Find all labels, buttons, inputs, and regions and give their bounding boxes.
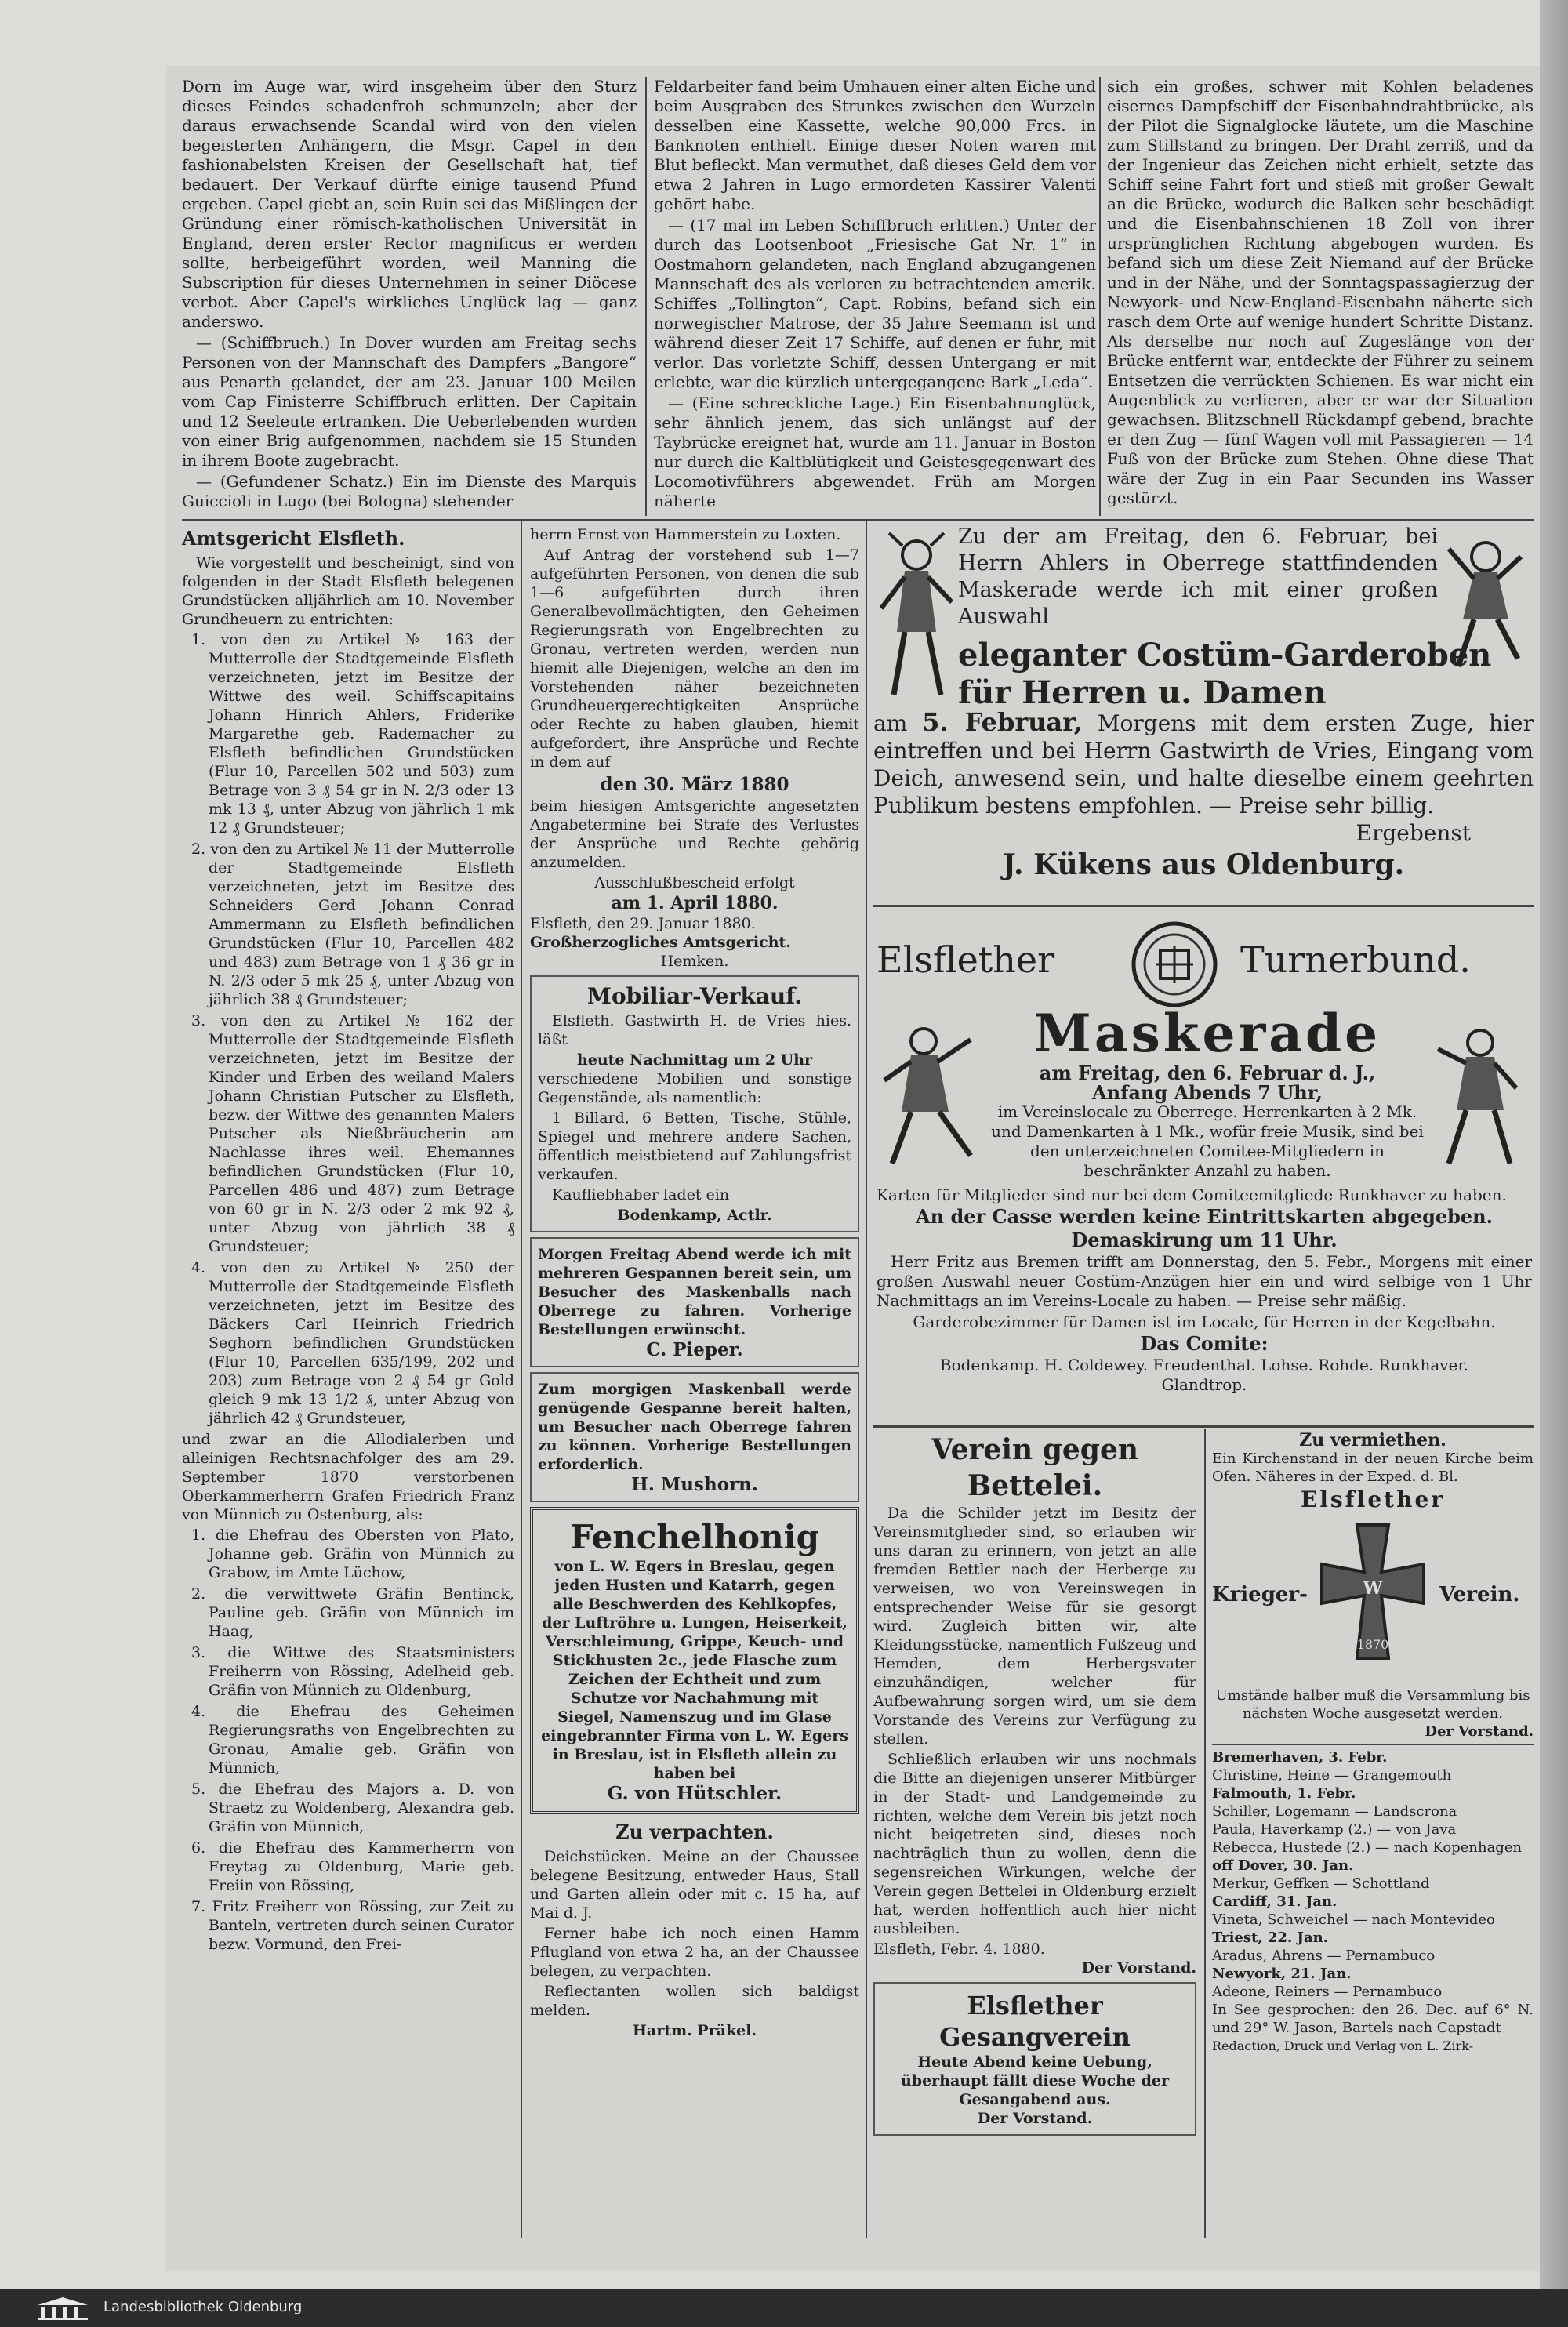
mobiliar-body: Elsfleth. Gastwirth H. de Vries hies. läßt [538, 1012, 851, 1048]
section-rule [873, 905, 1534, 907]
mobiliar-body2: verschiedene Mobilien und sonstige Gegenstände, als namentlich: [538, 1070, 851, 1106]
mobiliar-invite: Kaufliebhaber ladet ein [552, 1186, 730, 1203]
gesangverein-body: Heute Abend keine Uebung, überhaupt fällt diese Woche der Gesangabend aus. [900, 2053, 1170, 2108]
turner-emblem-icon [1127, 917, 1221, 1011]
costume-ad-headline: eleganter Costüm-Garderoben für Herren u. Damen [958, 637, 1492, 711]
shipping-entry: Rebecca, Hustede (2.) — nach Kopenhagen [1212, 1839, 1523, 1856]
turnerbund-main [991, 1004, 1424, 1181]
krieger-signer: Der Vorstand. [1425, 1723, 1534, 1740]
amtsgericht-notice [182, 525, 514, 1956]
mobiliar-ad [530, 975, 859, 1232]
imprint: Redaction, Druck und Verlag von L. Zirk- [1212, 2038, 1474, 2053]
costume-ad-intro [958, 524, 1438, 630]
mobiliar-signer: Bodenkamp, Actlr. [617, 1207, 772, 1224]
list-item: 1. von den zu Artikel № 163 der Mutterrolle der Stadtgemeinde Elsfleth verzeichneten, jetzt im Besitze der Wittwe des weil. Schiffscapitains Johann Hinrich Ahlers, Friderike Margarethe geb. Rademacher zu Elsfleth befindlichen Grundstücken (Flur 10, Parcellen 502 und 503) zum Betrage von 3 ₰ 54 gr in N. 2/3 oder 13 mk 13 ₰, unter Abzug von jährlich 1 mk 12 ₰ Grundsteuer; [191, 631, 514, 837]
footer-bar [0, 2289, 1568, 2327]
list-item: 6. die Ehefrau des Kammerherrn von Freytag zu Oldenburg, Marie geb. Freiin von Rössing, [191, 1839, 514, 1894]
list-item: 2. von den zu Artikel № 11 der Mutterrolle der Stadtgemeinde Elsfleth verzeichneten, jetzt im Besitze des Schneiders Gerd Johann Conrad Ammermann zu Elsfleth befindlichen Grundstücken (Flur 10, Parcellen 482 und 483) zum Betrage von 1 ₰ 36 gr in N. 2/3 oder 5 mk 25 ₰, unter Abzug von jährlich 38 ₰ Grundsteuer; [191, 840, 514, 1008]
pieper-ad [530, 1237, 859, 1367]
news-column-2 [654, 77, 1096, 513]
turnerbund-title: Maskerade [1033, 1003, 1381, 1064]
bettelei-body2: Schließlich erlauben wir uns nochmals die Bitte an diejenigen unserer Mitbürger in der Stadt- und Landgemeinde zu richten, welche dem Verein bis jetzt noch nicht beigetreten sind, dieses noch nachträglich thun zu wollen, denn die segensreichen Wirkungen, welche der Verein gegen Bettelei in Oldenburg erzielt hat, werden hoffentlich auch hier nicht ausbleiben. [873, 1751, 1196, 1937]
news-paragraph: Dorn im Auge war, wird insgeheim über den Sturz dieses Feindes schadenfroh schmunzeln; aber der daraus erwachsende Scandal wird von den vielen begeisterten Anhängern, die Msgr. Capel in den fashionabelsten Kreisen der Gesellschaft hat, tief bedauert. Der Verkauf dürfte einige tausend Pfund ergeben. Capel giebt an, sein Ruin sei das Mißlingen der Gründung einer römisch-katholischen Universität in England, deren erster Rector magnificus er werden sollte, herbeigeführt worden, weil Manning die Subscription für dieses Unternehmen in seiner Diöcese verbot. Aber Capel's wirkliches Unglück lag — ganz anderswo. [182, 77, 637, 331]
shipping-port: Bremerhaven, 3. Febr. [1212, 1749, 1388, 1766]
news-paragraph: sich ein großes, schwer mit Kohlen beladenes eisernes Dampfschiff der Eisenbahndrahtbrücke, als der Pilot die Signalglocke läutete, um die Maschine zum Stillstand zu bringen. Der Draht zerriß, und da der Ingenieur das Zeichen nicht erhielt, setzte das Schiff seine Fahrt fort und stieß mit großer Gewalt an die Brücke, wodurch die Balken sehr beschädigt und die Eisenbahnschienen 18 Zoll von ihrer ursprünglichen Richtung abgebogen wurden. Es befand sich um diese Zeit Niemand auf der Brücke und in der Nähe, und der Sonntagspassagierzug der Newyork- und New-England-Eisenbahn näherte sich rasch dem Orte auf wenige hundert Schritte Distanz. Als derselbe nur noch auf Zugeslänge von der Brücke entfernt war, entdeckte der Führer zu seinem Entsetzen die verrückten Schienen. Es war nicht ein Augenblick zu verlieren, aber er war der Situation gewachsen. Blitzschnell Rückdampf gebend, brachte er den Zug — fünf Wagen voll mit Passagieren — 14 Fuß von der Brücke zum Stehen. Ohne diese That wäre der Zug in ein Paar Secunden ins Wasser gestürzt. [1107, 77, 1534, 507]
news-paragraph: — (17 mal im Leben Schiffbruch erlitten.) Unter der durch das Lootsenboot „Friesische Gat Nr. 1“ in Oostmahorn gelandeten, nach England abzugangenen Mannschaft des als verloren zu betrachtenden amerik. Schiffes „Tollington“, Capt. Robins, befand sich ein norwegischer Matrose, der 35 Jahre Seemann ist und während dieser Zeit 17 Schiffe, auf denen er fuhr, mit verlor. Das vorletzte Schiff, dessen Untergang er mit erlebte, war die kürzlich untergegangene Bark „Leda“. [654, 216, 1096, 391]
list-item: 5. die Ehefrau des Majors a. D. von Straetz zu Woldenberg, Alexandra geb. Gräfin von Münnich, [191, 1781, 514, 1835]
amtsgericht-continuation: herrn Ernst von Hammerstein zu Loxten. [530, 526, 841, 543]
pieper-body: Morgen Freitag Abend werde ich mit mehreren Gespannen bereit sein, um Besucher des Maskenballs nach Oberrege zu fahren. Vorherige Bestellungen erwünscht. [538, 1246, 851, 1338]
fenchelhonig-title: Fenchelhonig [570, 1518, 819, 1556]
turnerbund-body2: Karten für Mitglieder sind nur bei dem Comiteemitgliede Runkhaver zu haben. [877, 1185, 1507, 1204]
news-column-1 [182, 77, 637, 513]
jester-figure-icon [1425, 1018, 1527, 1174]
turnerbund-right: Turnerbund. [1240, 938, 1471, 981]
turnerbund-casse: An der Casse werden keine Eintrittskarten abgegeben. [916, 1205, 1493, 1228]
shipping-entry: Schiller, Logemann — Landscrona [1212, 1803, 1457, 1820]
verpachten-title: Zu verpachten. [615, 1821, 774, 1843]
page-edge [1540, 0, 1568, 2327]
section-rule [182, 519, 1534, 521]
mushorn-signer: H. Mushorn. [631, 1474, 758, 1495]
turnerbund-time: Anfang Abends 7 Uhr, [1092, 1081, 1323, 1104]
list-item: 3. von den zu Artikel № 162 der Mutterrolle der Stadtgemeinde Elsfleth verzeichneten, jetzt im Besitze der Kinder und Erben des weiland Malers Johann Christian Putscher zu Elsfleth, bezw. der Wittwe des genannten Malers Putscher als Nießbräucherin am Nachlasse ihres weil. Ehemannes befindlichen Grundstücken (Flur 10, Parcellen 486 und 487) zum Betrage von 60 gr in N. 2/3 oder 2 mk 92 ₰, unter Abzug von jährlich 38 ₰ Grundsteuer; [191, 1012, 514, 1255]
costume-ad-body [873, 709, 1534, 883]
jester-figure-icon [877, 1018, 986, 1174]
fenchelhonig-body: von L. W. Egers in Breslau, gegen jeden Husten und Katarrh, gegen alle Beschwerden des Kehlkopfes, der Luftröhre u. Lungen, Heiserkeit, Verschleimung, Grippe, Keuch- und Stickhusten 2c., jede Flasche zum Zeichen der Echtheit und zum Schutze vor Nachahmung mit Siegel, Namenszug und im Glase eingebrannter Firma von L. W. Egers in Breslau, ist in Elsfleth allein zu haben bei [541, 1558, 848, 1782]
middle-column [530, 525, 859, 2040]
costume-ad-ergebenst: Ergebenst [1356, 820, 1471, 846]
news-column-3 [1107, 77, 1534, 510]
krieger-top: Elsflether [1300, 1487, 1446, 1512]
column-rule [1099, 77, 1101, 516]
gesangverein-signer: Der Vorstand. [977, 2110, 1093, 2127]
bettelei-title: Verein gegen Bettelei. [931, 1433, 1139, 1502]
amtsgericht-bescheid: Ausschlußbescheid erfolgt [594, 874, 795, 891]
news-paragraph: — (Gefundener Schatz.) Ein im Dienste des Marquis Guiccioli in Lugo (bei Bologna) stehender [182, 472, 637, 510]
amtsgericht-order2: beim hiesigen Amtsgerichte angesetzten Angabetermine bei Strafe des Verlustes der Ansprüche und Rechte gehörig anzumelden. [530, 797, 859, 871]
turnerbund-comite: Das Comite: [1140, 1332, 1269, 1355]
section-rule [873, 1425, 1534, 1428]
shipping-port: Triest, 22. Jan. [1212, 1929, 1328, 1946]
verpachten-signer: Hartm. Präkel. [632, 2022, 757, 2039]
bettelei-dateline: Elsfleth, Febr. 4. 1880. [873, 1940, 1045, 1958]
bettelei-notice [873, 1432, 1196, 2136]
shipping-entry: Adeone, Reiners — Pernambuco [1212, 1984, 1443, 2000]
turnerbund-fritz: Herr Fritz aus Bremen trifft am Donnerstag, den 5. Febr., Morgens mit einer großen Auswahl neuer Costüm-Anzügen hier ein und wird selbige von 1 Uhr Nachmittags an im Vereins-Locale zu haben. — Preise sehr mäßig. [877, 1252, 1532, 1310]
turnerbund-garderobe: Garderobezimmer für Damen ist im Locale, für Herren in der Kegelbahn. [913, 1312, 1496, 1331]
news-paragraph: — (Schiffbruch.) In Dover wurden am Freitag sechs Personen von der Mannschaft des Dampfers „Bangore“ aus Penarth gelandet, der am 23. Januar 100 Meilen vom Cap Finisterre Schiffbruch erlitten. Der Capitain und 12 Seeleute ertranken. Die Ueberlebenden wurden von einer Brig aufgenommen, nachdem sie 15 Stunden in ihrem Boote zugebracht. [182, 333, 637, 470]
list-item: 7. Fritz Freiherr von Rössing, zur Zeit zu Banteln, vertreten durch seinen Curator bezw. Vormund, den Frei- [191, 1898, 514, 1953]
list-item: 2. die verwittwete Gräfin Bentinck, Pauline geb. Gräfin von Münnich im Haag, [191, 1585, 514, 1640]
verpachten-body: Ferner habe ich noch einen Hamm Pflugland von etwa 2 ha, an der Chaussee belegen, zu verpachten. [530, 1925, 859, 1980]
krieger-body: Umstände halber muß die Versammlung bis nächsten Woche ausgesetzt werden. [1215, 1687, 1530, 1722]
amtsgericht-date: den 30. März 1880 [600, 774, 789, 795]
shipping-entry: Aradus, Ahrens — Pernambuco [1212, 1948, 1436, 1964]
mushorn-ad [530, 1372, 859, 1502]
shipping-port: Newyork, 21. Jan. [1212, 1966, 1352, 1982]
fenchelhonig-ad [530, 1507, 859, 1814]
costume-ad-date: 5. Februar, [922, 707, 1083, 737]
list-item: 3. die Wittwe des Staatsministers Freiherrn von Rössing, Adelheid geb. Gräfin von Münnich zu Oldenburg, [191, 1644, 514, 1699]
shipping-entry: Paula, Haverkamp (2.) — von Java [1212, 1821, 1457, 1838]
section-rule [1212, 1744, 1534, 1745]
amtsgericht-order: Auf Antrag der vorstehend sub 1—7 aufgeführten Personen, von denen die sub 1—6 aufgeführten durch ihren Generalbevollmächtigten, den Geheimen Regierungsrath von Engelbrechten zu Gronau, vertreten werden, werden nun hiemit alle Diejenigen, welche an den im Vorstehenden näher bezeichneten Grundheuergerechtigkeiten Ansprüche oder Rechte zu haben glauben, hiemit aufgefordert, ihre Ansprüche und Rechte in dem auf [530, 546, 859, 771]
verpachten-body: Reflectanten wollen sich baldigst melden. [530, 1983, 859, 2019]
list-item: 4. von den zu Artikel № 250 der Mutterrolle der Stadtgemeinde Elsfleth verzeichneten, jetzt im Besitze des Bäckers Carl Heinrich Friedrich Seghorn befindlichen Grundstücken (Flur 10, Parcellen 635/199, 202 und 203) zum Betrage von 2 ₰ 54 gr Gold gleich 9 mk 13 1/2 ₰, unter Abzug von jährlich 42 ₰ Grundsteuer, [191, 1259, 514, 1427]
vermiethen-title: Zu vermiethen. [1299, 1430, 1446, 1450]
krieger-emblem-row [1212, 1514, 1534, 1686]
shipping-entry: Vineta, Schweichel — nach Montevideo [1212, 1911, 1495, 1928]
iron-cross-letter: W [1363, 1578, 1383, 1599]
iron-cross-year: 1870 [1356, 1637, 1389, 1652]
amtsgericht-title: Amtsgericht Elsfleth. [182, 527, 405, 550]
turnerbund-body: im Vereinslocale zu Oberrege. Herrenkarten à 2 Mk. und Damenkarten à 1 Mk., wofür freie Musik, sind bei den unterzeichneten Comitee-Mitgliedern in beschränkter Anzahl zu haben. [991, 1102, 1424, 1180]
gesangverein-title: Elsflether Gesangverein [939, 1991, 1131, 2052]
right-column [1212, 1432, 1534, 2055]
column-rule [1204, 1429, 1206, 2238]
costume-ad-line: Zu der am Freitag, den 6. Februar, bei Herrn Ahlers in Oberrege stattfindenden Maskerade werde ich mit einer großen Auswahl [958, 525, 1438, 629]
column-rule [645, 77, 647, 516]
column-rule [521, 521, 522, 2238]
list-item: 1. die Ehefrau des Obersten von Plato, Johanne geb. Gräfin von Münnich zu Grabow, im Amte Lüchow, [191, 1527, 514, 1581]
mobiliar-title: Mobiliar-Verkauf. [586, 983, 803, 1009]
costume-ad-signer: J. Kükens aus Oldenburg. [1002, 848, 1405, 881]
turnerbund-left: Elsflether [877, 938, 1055, 981]
turnerbund-details [877, 1185, 1532, 1395]
turnerbund-members: Bodenkamp. H. Coldewey. Freudenthal. Lohse. Rohde. Runkhaver. [939, 1356, 1469, 1374]
bettelei-signer: Der Vorstand. [1081, 1959, 1196, 1977]
mobiliar-items: 1 Billard, 6 Betten, Tische, Stühle, Spiegel und mehrere andere Sachen, öffentlich meistbietend auf Zahlungsfrist verkaufen. [538, 1109, 851, 1183]
amtsgericht-signer: Großherzogliches Amtsgericht. [530, 934, 791, 951]
shipping-entry: Merkur, Geffken — Schottland [1212, 1875, 1430, 1892]
mushorn-body: Zum morgigen Maskenball werde genügende Gespanne bereit halten, um Besucher nach Oberrege fahren zu können. Vorherige Bestellungen erforderlich. [538, 1381, 851, 1473]
list-item: 4. die Ehefrau des Geheimen Regierungsraths von Engelbrechten zu Gronau, Amalie geb. Gräfin von Münnich, [191, 1703, 514, 1777]
amtsgericht-date: am 1. April 1880. [611, 893, 779, 913]
library-building-icon [34, 2296, 91, 2321]
column-rule [866, 521, 867, 2238]
turnerbund-demask: Demaskirung um 11 Uhr. [1071, 1229, 1338, 1251]
krieger-left: Krieger- [1212, 1583, 1308, 1606]
costume-ad-line: am [873, 710, 908, 736]
shipping-port: off Dover, 30. Jan. [1212, 1857, 1354, 1874]
fenchelhonig-signer: G. von Hütschler. [607, 1783, 782, 1804]
turnerbund-members: Glandtrop. [1161, 1375, 1247, 1394]
verpachten-body: Deichstücken. Meine an der Chaussee belegene Besitzung, entweder Haus, Stall und Garten allein oder mit c. 15 ha, auf Mai d. J. [530, 1848, 859, 1922]
turnerbund-date: am Freitag, den 6. Februar d. J., [1039, 1062, 1376, 1084]
footer-label: Landesbibliothek Oldenburg [103, 2299, 303, 2315]
vermiethen-body: Ein Kirchenstand in der neuen Kirche beim Ofen. Näheres in der Exped. d. Bl. [1212, 1450, 1534, 1485]
amtsgericht-middle: und zwar an die Allodialerben und alleinigen Rechtsnachfolger des am 29. September 1870 verstorbenen Oberkammerherrn Grafen Friedrich Franz von Münnich zu Ostenburg, als: [182, 1431, 514, 1523]
amtsgericht-signer-name: Hemken. [660, 953, 729, 970]
amtsgericht-dateline: Elsfleth, den 29. Januar 1880. [530, 915, 756, 932]
mobiliar-when: heute Nachmittag um 2 Uhr [576, 1051, 813, 1069]
news-paragraph: Feldarbeiter fand beim Umhauen einer alten Eiche und beim Ausgraben des Strunkes zwischen den Wurzeln desselben eine Kassette, welche 90,000 Frcs. in Banknoten enthielt. Einige dieser Noten waren mit Blut befleckt. Man vermuthet, daß dieses Geld dem vor etwa 2 Jahren in Lugo ermordeten Kassirer Valenti gehört habe. [654, 77, 1096, 213]
shipping-port: Cardiff, 31. Jan. [1212, 1893, 1338, 1910]
news-paragraph: — (Eine schreckliche Lage.) Ein Eisenbahnunglück, sehr ähnlich jenem, das sich unlängst auf der Taybrücke ereignet hat, wurde am 11. Januar in Boston nur durch die Kaltblütigkeit und Geistesgegenwart des Locomotivführers abgewendet. Früh am Morgen näherte [654, 394, 1096, 510]
gesangverein-ad [873, 1982, 1196, 2136]
jester-figure-icon [873, 530, 960, 710]
iron-cross-icon [1314, 1517, 1432, 1682]
amtsgericht-intro: Wie vorgestellt und bescheinigt, sind von folgenden in der Stadt Elsfleth belegenen Grundstücken alljährlich am 10. November Grundheuern zu entrichten: [182, 554, 514, 628]
costume-ad-line: Morgens mit dem ersten Zuge, hier eintreffen und bei Herrn Gastwirth de Vries, Eingang vom Deich, anwesend sein, und halte dieselbe einem geehrten Publikum bestens empfohlen. — Preise sehr billig. [873, 710, 1534, 819]
shipping-port: Falmouth, 1. Febr. [1212, 1785, 1356, 1802]
shipping-entry: Christine, Heine — Grangemouth [1212, 1767, 1452, 1784]
shipping-entry: In See gesprochen: den 26. Dec. auf 6° N. und 29° W. Jason, Bartels nach Capstadt [1212, 2002, 1534, 2036]
krieger-right: Verein. [1439, 1583, 1520, 1606]
bettelei-body: Da die Schilder jetzt im Besitz der Vereinsmitglieder sind, so erlauben wir uns daran zu erinnern, von jetzt an alle fremden Bettler nach der Herberge zu verweisen, wo von Vereinswegen in entsprechender Weise für sie gesorgt wird. Zugleich bitten wir, alte Kleidungsstücke, namentlich Fußzeug und Hemden, dem Herbergsvater einzuhändigen, welcher für Aufbewahrung sorgen wird, um sie dem Vorstande des Vereins zur Verfügung zu stellen. [873, 1505, 1196, 1748]
pieper-signer: C. Pieper. [646, 1339, 743, 1360]
